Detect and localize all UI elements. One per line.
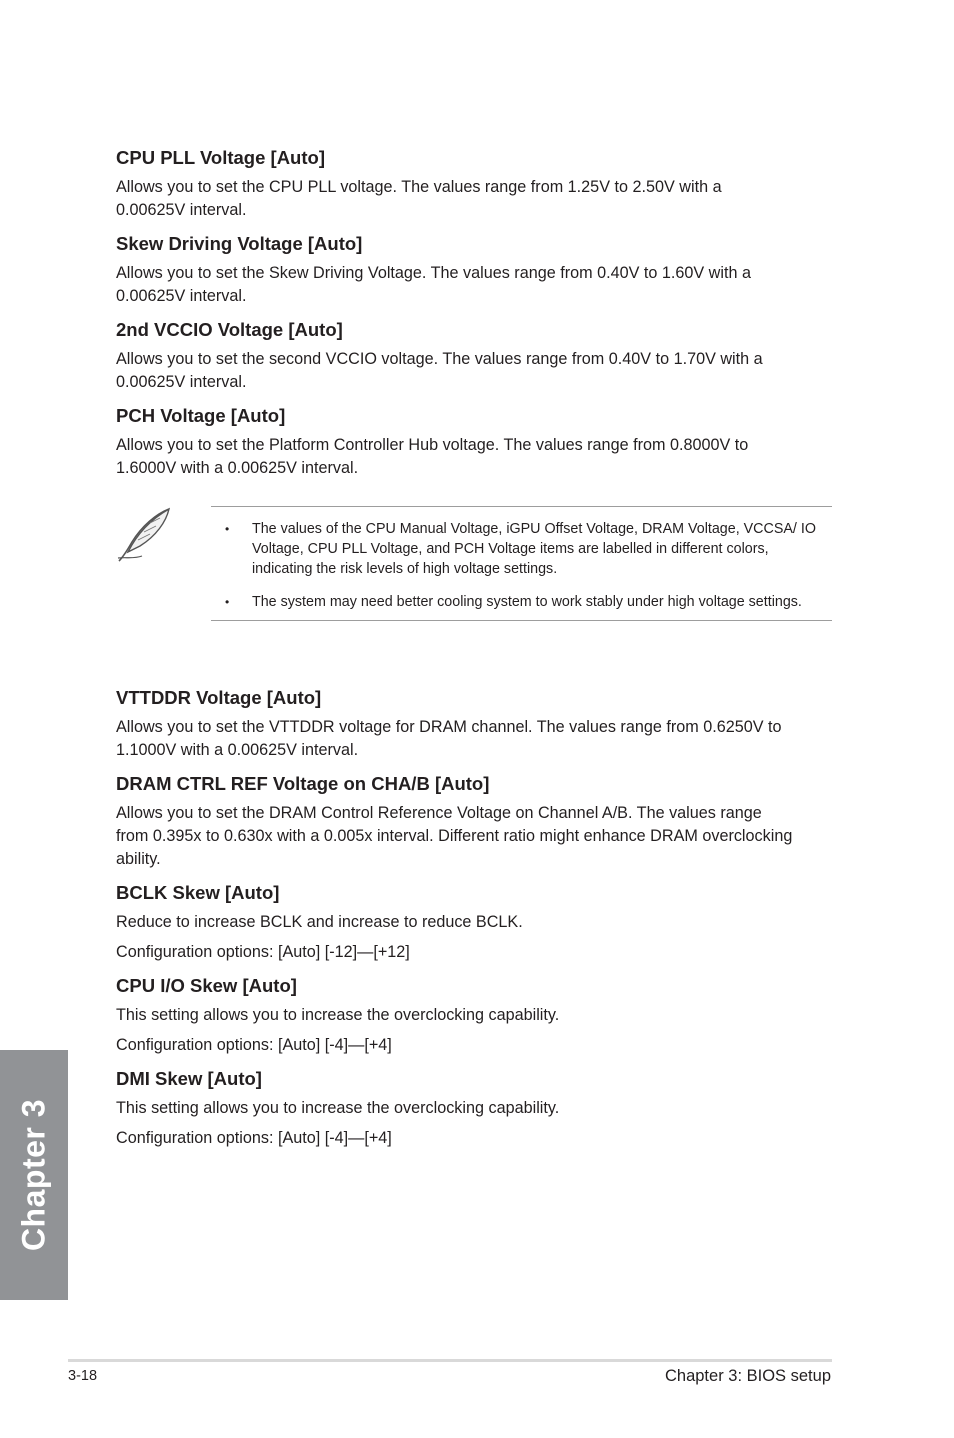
section-heading: PCH Voltage [Auto]: [116, 405, 286, 426]
note-text: The values of the CPU Manual Voltage, iGPU Offset Voltage, DRAM Voltage, VCCSA/ IO Voltage, CPU PLL Voltage, and PCH Voltage items are labelled in different colors, indicating the risk levels of high voltage settings.: [252, 521, 816, 577]
section-description: Allows you to set the Skew Driving Voltage. The values range from 0.40V to 1.60V with a 0.00625V interval.: [116, 264, 751, 305]
section-heading: CPU I/O Skew [Auto]: [116, 975, 297, 996]
section-heading: VTTDDR Voltage [Auto]: [116, 687, 322, 708]
section-description: Allows you to set the VTTDDR voltage for DRAM channel. The values range from 0.6250V to 1.1000V with a 0.00625V interval.: [116, 718, 782, 759]
page-number: 3-18: [68, 1368, 98, 1384]
setting-cpu-pll-voltage: [116, 146, 832, 222]
chapter-tab-label: Chapter 3: [15, 1098, 52, 1252]
section-description: Allows you to set the DRAM Control Reference Voltage on Channel A/B. The values range from 0.395x to 0.630x with a 0.005x interval. Different ratio might enhance DRAM overclocking ability.: [116, 804, 793, 868]
configuration-options: Configuration options: [Auto] [-4]—[+4]: [116, 1036, 392, 1054]
section-heading: 2nd VCCIO Voltage [Auto]: [116, 319, 343, 340]
sections-top: [116, 146, 832, 480]
section-heading: DMI Skew [Auto]: [116, 1068, 262, 1089]
page-content: [116, 146, 832, 1160]
note-item: [211, 592, 832, 612]
section-description: Allows you to set the Platform Controller Hub voltage. The values range from 0.8000V to 1.6000V with a 0.00625V interval.: [116, 436, 749, 477]
setting-bclk-skew: [116, 881, 832, 964]
footer-chapter-title: Chapter 3: BIOS setup: [664, 1367, 831, 1385]
section-heading: CPU PLL Voltage [Auto]: [116, 147, 325, 168]
note-item: [211, 519, 832, 579]
section-description: Allows you to set the CPU PLL voltage. The values range from 1.25V to 2.50V with a 0.00625V interval.: [116, 178, 722, 219]
note-content: [211, 506, 832, 621]
setting-pch-voltage: [116, 404, 832, 480]
configuration-options: Configuration options: [Auto] [-4]—[+4]: [116, 1129, 392, 1147]
section-description: This setting allows you to increase the overclocking capability.: [116, 1099, 560, 1117]
section-heading: DRAM CTRL REF Voltage on CHA/B [Auto]: [116, 773, 490, 794]
footer-divider: [68, 1359, 832, 1362]
note-text: The system may need better cooling system to work stably under high voltage settings.: [252, 594, 802, 610]
bullet-icon: •: [225, 522, 230, 536]
setting-dmi-skew: [116, 1067, 832, 1150]
setting-2nd-vccio-voltage: [116, 318, 832, 394]
section-description: Allows you to set the second VCCIO voltage. The values range from 0.40V to 1.70V with a 0.00625V interval.: [116, 350, 763, 391]
section-heading: BCLK Skew [Auto]: [116, 882, 280, 903]
section-heading: Skew Driving Voltage [Auto]: [116, 233, 363, 254]
section-description: This setting allows you to increase the overclocking capability.: [116, 1006, 560, 1024]
sections-bottom: [116, 686, 832, 1150]
setting-dram-ctrl-ref-voltage: [116, 772, 832, 871]
setting-skew-driving-voltage: [116, 232, 832, 308]
note-box: [116, 506, 832, 642]
setting-vttddr-voltage: [116, 686, 832, 762]
section-description: Reduce to increase BCLK and increase to reduce BCLK.: [116, 913, 523, 931]
bullet-icon: •: [225, 595, 230, 609]
configuration-options: Configuration options: [Auto] [-12]—[+12]: [116, 943, 410, 961]
setting-cpu-io-skew: [116, 974, 832, 1057]
feather-quill-icon: [116, 506, 172, 564]
